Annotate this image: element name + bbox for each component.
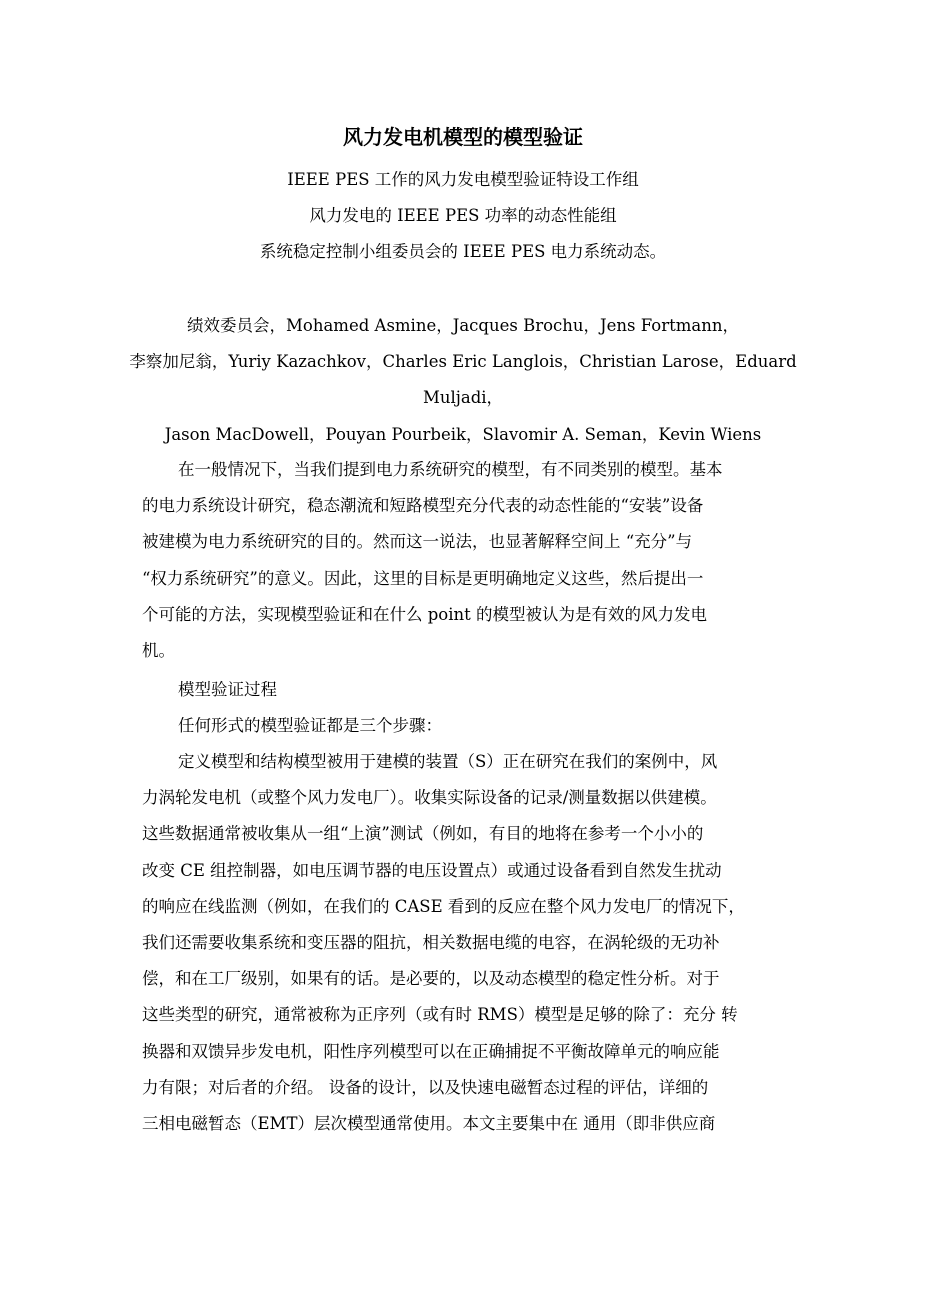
paragraph-line: 这些类型的研究，通常被称为正序列（或有时 RMS）模型是足够的除了：充分 转 bbox=[142, 1005, 738, 1025]
paragraph-line: “权力系统研究”的意义。因此，这里的目标是更明确地定义这些，然后提出一 bbox=[142, 568, 704, 588]
paragraph-line: 机。 bbox=[142, 641, 175, 661]
authors-line: Muljadi， bbox=[422, 388, 504, 407]
intro-paragraph bbox=[142, 452, 788, 669]
authors-line: 绩效委员会，Mohamed Asmine，Jacques Brochu，Jens Fortmann， bbox=[187, 316, 739, 335]
paragraph-line: 被建模为电力系统研究的目的。然而这一说法，也显著解释空间上 “充分”与 bbox=[142, 532, 693, 552]
paragraph-line: 这些数据通常被收集从一组“上演”测试（例如，有目的地将在参考一个小小的 bbox=[142, 824, 704, 844]
steps-intro: 任何形式的模型验证都是三个步骤： bbox=[178, 716, 442, 735]
steps-paragraph bbox=[142, 744, 788, 1142]
paragraph-line: 三相电磁暂态（EMT）层次模型通常使用。本文主要集中在 通用（即非供应商 bbox=[142, 1114, 716, 1134]
paragraph-line: 力有限；对后者的介绍。 设备的设计，以及快速电磁暂态过程的评估，详细的 bbox=[142, 1077, 709, 1097]
document-title: 风力发电机模型的模型验证 bbox=[343, 125, 583, 149]
paragraph-line: 力涡轮发电机（或整个风力发电厂）。收集实际设备的记录/测量数据以供建模。 bbox=[142, 788, 717, 808]
paragraph-line: 偿，和在工厂级别，如果有的话。是必要的，以及动态模型的稳定性分析。对于 bbox=[142, 969, 720, 989]
subtitle-line: 风力发电的 IEEE PES 功率的动态性能组 bbox=[309, 206, 617, 225]
section-heading: 模型验证过程 bbox=[178, 680, 277, 699]
paragraph-line: 改变 CE 组控制器，如电压调节器的电压设置点）或通过设备看到自然发生扰动 bbox=[142, 860, 722, 880]
paragraph-line: 换器和双馈异步发电机，阳性序列模型可以在正确捕捉不平衡故障单元的响应能 bbox=[142, 1041, 720, 1061]
authors-line: 李察加尼翁，Yuriy Kazachkov，Charles Eric Langlois，Christian Larose，Eduard bbox=[129, 352, 797, 371]
paragraph-line: 个可能的方法，实现模型验证和在什么 point 的模型被认为是有效的风力发电 bbox=[142, 604, 708, 624]
authors-line: Jason MacDowell，Pouyan Pourbeik，Slavomir A. Seman，Kevin Wiens bbox=[164, 425, 762, 444]
paragraph-line: 定义模型和结构模型被用于建模的装置（S）正在研究在我们的案例中，风 bbox=[178, 752, 718, 771]
paragraph-line: 的响应在线监测（例如，在我们的 CASE 看到的反应在整个风力发电厂的情况下， bbox=[142, 896, 745, 916]
subtitle-line: IEEE PES 工作的风力发电模型验证特设工作组 bbox=[287, 170, 639, 189]
paragraph-line: 的电力系统设计研究，稳态潮流和短路模型充分代表的动态性能的“安装”设备 bbox=[142, 496, 704, 516]
paragraph-line: 我们还需要收集系统和变压器的阻抗，相关数据电缆的电容，在涡轮级的无功补 bbox=[142, 933, 720, 953]
paragraph-line: 在一般情况下，当我们提到电力系统研究的模型，有不同类别的模型。基本 bbox=[178, 460, 723, 479]
subtitle-line: 系统稳定控制小组委员会的 IEEE PES 电力系统动态。 bbox=[259, 242, 667, 261]
